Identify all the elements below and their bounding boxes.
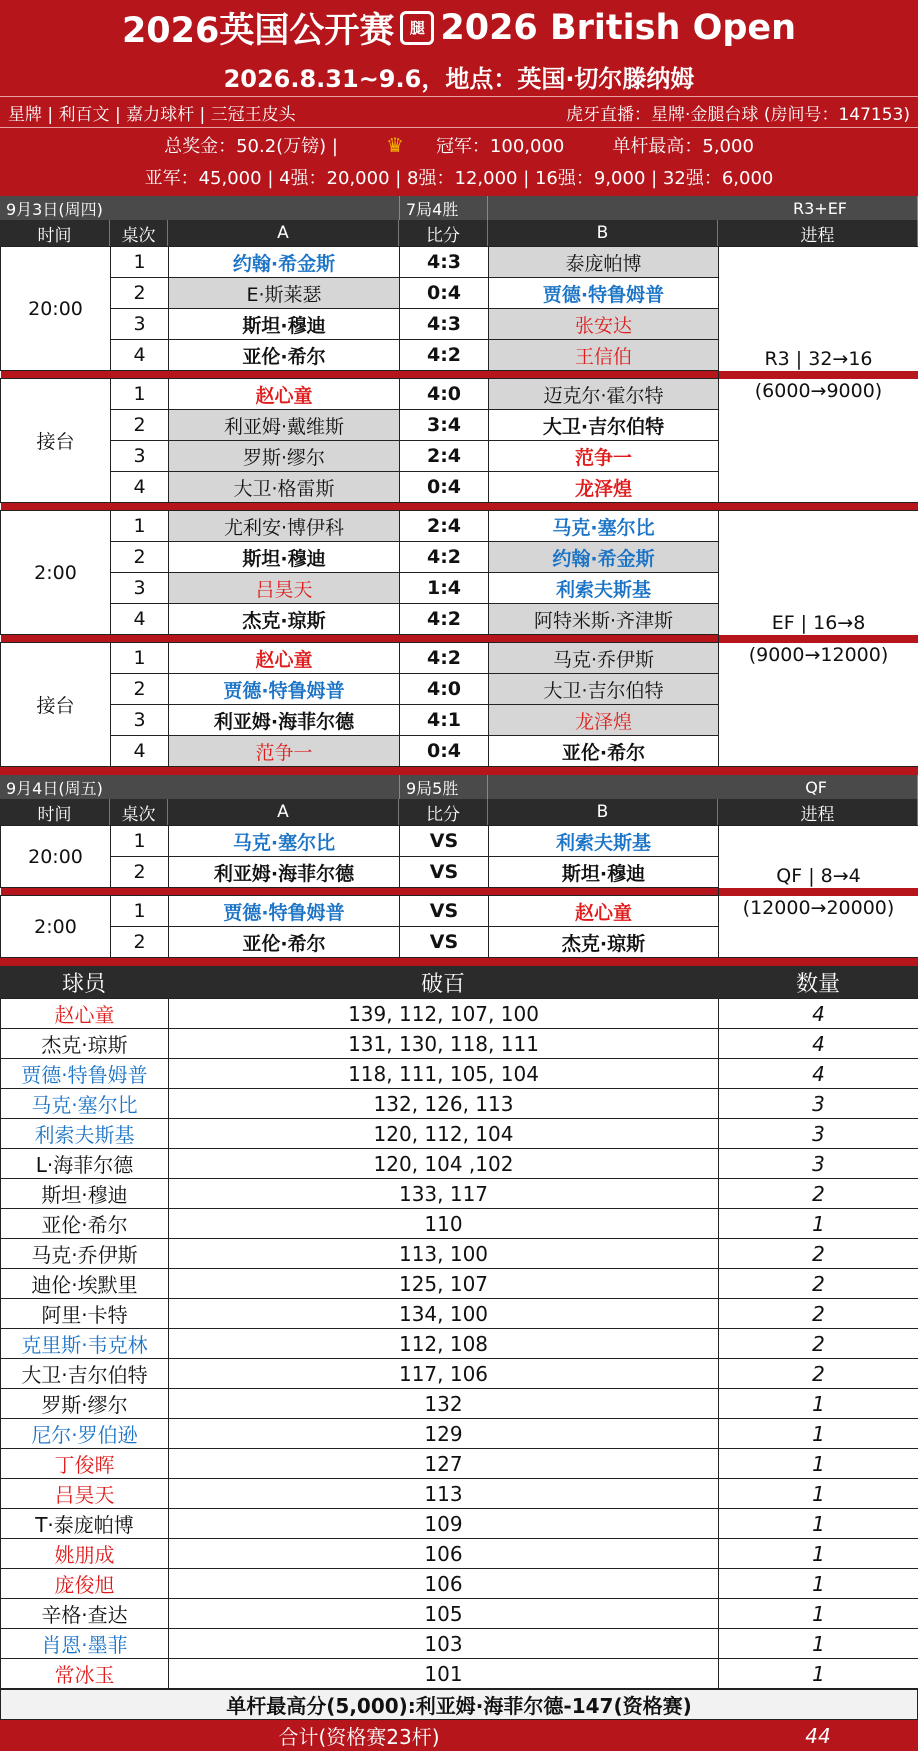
- player-b: 贾德·特鲁姆普: [489, 278, 719, 309]
- col-time: 时间: [0, 220, 110, 246]
- player-b: 阿特米斯·齐津斯: [489, 604, 719, 635]
- century-breaks: 117, 106: [169, 1359, 719, 1389]
- century-count: 1: [719, 1539, 918, 1569]
- player-a: 大卫·格雷斯: [169, 472, 400, 503]
- century-player: T·泰庞帕博: [1, 1509, 169, 1539]
- century-count: 2: [719, 1329, 918, 1359]
- century-breaks: 105: [169, 1599, 719, 1629]
- century-breaks: 113, 100: [169, 1239, 719, 1269]
- round-progress: [719, 826, 918, 958]
- table-number: 1: [111, 896, 169, 927]
- century-row: [1, 1209, 918, 1239]
- day-divider: [0, 767, 918, 775]
- century-breaks: 132, 126, 113: [169, 1089, 719, 1119]
- player-b: 杰克·琼斯: [489, 927, 719, 958]
- day-divider: [0, 958, 918, 966]
- century-row: [1, 1419, 918, 1449]
- progress-prize: (6000→9000): [754, 379, 883, 402]
- century-row: [1, 1479, 918, 1509]
- century-breaks: 112, 108: [169, 1329, 719, 1359]
- century-row: [1, 1269, 918, 1299]
- table-number: 2: [111, 857, 169, 888]
- century-row: [1, 1509, 918, 1539]
- col-table: 桌次: [110, 220, 168, 246]
- player-a: 范争一: [169, 736, 400, 767]
- century-row: [1, 1599, 918, 1629]
- century-breaks: 106: [169, 1539, 719, 1569]
- day2-schedule: [0, 775, 918, 958]
- century-count: 2: [719, 1299, 918, 1329]
- broadcast-info: 虎牙直播：星牌·金腿台球 (房间号：147153): [566, 104, 910, 125]
- century-player: 贾德·特鲁姆普: [1, 1059, 169, 1089]
- century-count: 1: [719, 1419, 918, 1449]
- match-score: 0:4: [400, 472, 489, 503]
- tournament-title: [0, 0, 918, 56]
- player-b: 约翰·希金斯: [489, 542, 719, 573]
- prize-champion-label: 冠军：100,000: [435, 136, 565, 157]
- century-player: 马克·塞尔比: [1, 1089, 169, 1119]
- col-count: 数量: [795, 971, 840, 997]
- century-row: [1, 1449, 918, 1479]
- century-count: 1: [719, 1599, 918, 1629]
- century-count: 3: [719, 1089, 918, 1119]
- player-a: 贾德·特鲁姆普: [169, 674, 400, 705]
- player-a: 斯坦·穆迪: [169, 309, 400, 340]
- century-player: L·海菲尔德: [1, 1149, 169, 1179]
- player-a: 尤利安·博伊科: [169, 511, 400, 542]
- day2-table: [0, 825, 918, 958]
- century-row: [1, 1119, 918, 1149]
- century-breaks: 110: [169, 1209, 719, 1239]
- century-row: [1, 1659, 918, 1689]
- century-count: 1: [719, 1509, 918, 1539]
- player-a: 利亚姆·戴维斯: [169, 410, 400, 441]
- century-count: 2: [719, 1359, 918, 1389]
- table-number: 2: [111, 542, 169, 573]
- century-player: 杰克·琼斯: [1, 1029, 169, 1059]
- table-number: 3: [111, 573, 169, 604]
- century-total-row: [0, 1720, 918, 1751]
- player-b: 龙泽煌: [489, 705, 719, 736]
- century-row: [1, 1059, 918, 1089]
- match-score: 4:3: [400, 309, 489, 340]
- match-score: 4:2: [400, 542, 489, 573]
- col-b: B: [488, 799, 718, 825]
- century-count: 1: [719, 1569, 918, 1599]
- match-score: 2:4: [400, 441, 489, 472]
- match-score: 4:0: [400, 379, 489, 410]
- player-b: 泰庞帕博: [489, 247, 719, 278]
- century-table: [0, 998, 918, 1689]
- player-b: 利索夫斯基: [489, 573, 719, 604]
- player-a: 亚伦·希尔: [169, 340, 400, 371]
- col-b: B: [488, 220, 718, 246]
- century-row: [1, 1149, 918, 1179]
- player-b: 马克·塞尔比: [489, 511, 719, 542]
- day1-band: [0, 196, 918, 220]
- century-row: [1, 1389, 918, 1419]
- player-a: 利亚姆·海菲尔德: [169, 857, 400, 888]
- century-count: 1: [719, 1629, 918, 1659]
- match-score: VS: [400, 927, 489, 958]
- century-player: 姚朋成: [1, 1539, 169, 1569]
- match-score: 4:2: [400, 340, 489, 371]
- century-count: 3: [719, 1119, 918, 1149]
- round-progress: [719, 511, 918, 767]
- century-count: 1: [719, 1389, 918, 1419]
- progress-round: R3 | 32→16: [764, 347, 873, 370]
- match-score: 4:0: [400, 674, 489, 705]
- table-number: 4: [111, 736, 169, 767]
- player-b: 龙泽煌: [489, 472, 719, 503]
- century-breaks: 101: [169, 1659, 719, 1689]
- col-time: 时间: [0, 799, 110, 825]
- century-player: 肖恩·墨菲: [1, 1629, 169, 1659]
- col-score: 比分: [399, 220, 488, 246]
- col-breaks: 破百: [420, 971, 465, 997]
- session-separator: [1, 503, 918, 511]
- day1-table: [0, 246, 918, 767]
- sponsors: 星牌 | 利百文 | 嘉力球杆 | 三冠王皮头: [8, 104, 296, 125]
- session-time: 20:00: [1, 247, 111, 371]
- player-a: 斯坦·穆迪: [169, 542, 400, 573]
- session-time: 接台: [1, 379, 111, 503]
- century-breaks: 109: [169, 1509, 719, 1539]
- century-total: 44: [805, 1723, 831, 1748]
- century-count: 2: [719, 1269, 918, 1299]
- progress-prize: (12000→20000): [742, 896, 895, 919]
- col-score: 比分: [399, 799, 488, 825]
- match-row: [1, 826, 918, 857]
- player-a: 马克·塞尔比: [169, 826, 400, 857]
- match-score: 4:1: [400, 705, 489, 736]
- progress-prize: (9000→12000): [748, 643, 889, 666]
- century-header: [0, 966, 918, 998]
- match-row: [1, 247, 918, 278]
- century-count: 1: [719, 1659, 918, 1689]
- match-score: VS: [400, 826, 489, 857]
- player-a: E·斯莱瑟: [169, 278, 400, 309]
- century-player: 利索夫斯基: [1, 1119, 169, 1149]
- player-a: 亚伦·希尔: [169, 927, 400, 958]
- player-a: 贾德·特鲁姆普: [169, 896, 400, 927]
- col-progress: 进程: [718, 220, 918, 246]
- col-a: A: [168, 220, 399, 246]
- prize-others: 亚军：45,000 | 4强：20,000 | 8强：12,000 | 16强：9,000 | 32强：6,000: [144, 168, 774, 189]
- col-progress: 进程: [718, 799, 918, 825]
- prize-row: [0, 128, 918, 162]
- table-number: 4: [111, 340, 169, 371]
- match-score: 4:2: [400, 643, 489, 674]
- match-score: 1:4: [400, 573, 489, 604]
- century-breaks: 129: [169, 1419, 719, 1449]
- progress-round: EF | 16→8: [771, 611, 866, 634]
- match-score: 0:4: [400, 278, 489, 309]
- table-number: 2: [111, 278, 169, 309]
- player-a: 利亚姆·海菲尔德: [169, 705, 400, 736]
- century-row: [1, 1359, 918, 1389]
- century-row: [1, 1179, 918, 1209]
- session-time: 20:00: [1, 826, 111, 888]
- header: [0, 0, 918, 196]
- century-breaks: 131, 130, 118, 111: [169, 1029, 719, 1059]
- table-number: 1: [111, 826, 169, 857]
- table-number: 2: [111, 674, 169, 705]
- century-row: [1, 1569, 918, 1599]
- century-player: 罗斯·缪尔: [1, 1389, 169, 1419]
- player-b: 大卫·吉尔伯特: [489, 674, 719, 705]
- century-count: 1: [719, 1209, 918, 1239]
- century-breaks: 103: [169, 1629, 719, 1659]
- day1-stage: R3+EF: [488, 196, 918, 220]
- century-row: [1, 1539, 918, 1569]
- player-b: 范争一: [489, 441, 719, 472]
- century-breaks: 127: [169, 1449, 719, 1479]
- century-count: 4: [719, 1059, 918, 1089]
- century-player: 迪伦·埃默里: [1, 1269, 169, 1299]
- day1-column-header: [0, 220, 918, 246]
- century-count: 1: [719, 1479, 918, 1509]
- table-number: 1: [111, 379, 169, 410]
- col-a: A: [168, 799, 399, 825]
- table-number: 1: [111, 247, 169, 278]
- century-breaks: 113: [169, 1479, 719, 1509]
- date-venue: 2026.8.31~9.6，地点：英国·切尔滕纳姆: [223, 64, 695, 93]
- century-player: 亚伦·希尔: [1, 1209, 169, 1239]
- player-b: 亚伦·希尔: [489, 736, 719, 767]
- century-player: 常冰玉: [1, 1659, 169, 1689]
- title-chinese: 2026英国公开赛: [121, 11, 395, 51]
- table-number: 1: [111, 643, 169, 674]
- century-player: 赵心童: [1, 999, 169, 1029]
- sponsor-row: [0, 96, 918, 128]
- century-player: 马克·乔伊斯: [1, 1239, 169, 1269]
- day1-date: 9月3日(周四): [0, 196, 400, 220]
- table-number: 4: [111, 604, 169, 635]
- century-breaks: 133, 117: [169, 1179, 719, 1209]
- table-number: 2: [111, 410, 169, 441]
- player-b: 利索夫斯基: [489, 826, 719, 857]
- century-breaks: 139, 112, 107, 100: [169, 999, 719, 1029]
- player-b: 马克·乔伊斯: [489, 643, 719, 674]
- century-breaks: 120, 104 ,102: [169, 1149, 719, 1179]
- player-a: 罗斯·缪尔: [169, 441, 400, 472]
- player-b: 赵心童: [489, 896, 719, 927]
- table-number: 3: [111, 309, 169, 340]
- match-score: 4:2: [400, 604, 489, 635]
- century-player: 阿里·卡特: [1, 1299, 169, 1329]
- century-player: 辛格·查达: [1, 1599, 169, 1629]
- century-count: 4: [719, 999, 918, 1029]
- brand-logo-icon: 腿: [400, 11, 434, 45]
- day2-band: [0, 775, 918, 799]
- century-breaks: 118, 111, 105, 104: [169, 1059, 719, 1089]
- century-count: 4: [719, 1029, 918, 1059]
- crown-icon: ♛: [386, 133, 404, 157]
- century-count: 1: [719, 1449, 918, 1479]
- century-row: [1, 999, 918, 1029]
- title-english: 2026 British Open: [440, 8, 797, 48]
- highest-break: 单杆最高分(5,000):利亚姆·海菲尔德-147(资格赛): [0, 1689, 918, 1720]
- century-breaks: 120, 112, 104: [169, 1119, 719, 1149]
- century-total-label: 合计(资格赛23杆): [278, 1725, 440, 1749]
- prize-champion: [370, 132, 580, 158]
- match-row: [1, 511, 918, 542]
- century-breaks: 132: [169, 1389, 719, 1419]
- century-row: [1, 1299, 918, 1329]
- player-b: 斯坦·穆迪: [489, 857, 719, 888]
- match-score: 0:4: [400, 736, 489, 767]
- century-player: 斯坦·穆迪: [1, 1179, 169, 1209]
- player-a: 吕昊天: [169, 573, 400, 604]
- separator-cell: [1, 503, 918, 511]
- prize-total: 总奖金：50.2(万镑) |: [164, 136, 338, 157]
- match-score: VS: [400, 857, 489, 888]
- player-b: 张安达: [489, 309, 719, 340]
- match-score: 3:4: [400, 410, 489, 441]
- table-number: 2: [111, 927, 169, 958]
- day1-rule: 7局4胜: [400, 196, 488, 220]
- century-row: [1, 1029, 918, 1059]
- century-count: 2: [719, 1179, 918, 1209]
- century-row: [1, 1629, 918, 1659]
- century-row: [1, 1239, 918, 1269]
- table-number: 4: [111, 472, 169, 503]
- player-a: 约翰·希金斯: [169, 247, 400, 278]
- day2-date: 9月4日(周五): [0, 775, 400, 799]
- century-breaks: 106: [169, 1569, 719, 1599]
- century-count: 3: [719, 1149, 918, 1179]
- match-score: 4:3: [400, 247, 489, 278]
- player-b: 大卫·吉尔伯特: [489, 410, 719, 441]
- century-player: 庞俊旭: [1, 1569, 169, 1599]
- century-breaks: 125, 107: [169, 1269, 719, 1299]
- table-number: 3: [111, 441, 169, 472]
- table-number: 3: [111, 705, 169, 736]
- progress-round: QF | 8→4: [776, 864, 861, 887]
- col-player: 球员: [61, 971, 106, 997]
- player-a: 杰克·琼斯: [169, 604, 400, 635]
- table-number: 1: [111, 511, 169, 542]
- century-row: [1, 1329, 918, 1359]
- day2-column-header: [0, 799, 918, 825]
- century-player: 丁俊晖: [1, 1449, 169, 1479]
- col-table: 桌次: [110, 799, 168, 825]
- player-a: 赵心童: [169, 379, 400, 410]
- century-row: [1, 1089, 918, 1119]
- match-score: 2:4: [400, 511, 489, 542]
- session-time: 接台: [1, 643, 111, 767]
- day2-rule: 9局5胜: [400, 775, 488, 799]
- match-score: VS: [400, 896, 489, 927]
- century-player: 尼尔·罗伯逊: [1, 1419, 169, 1449]
- century-player: 吕昊天: [1, 1479, 169, 1509]
- day1-schedule: [0, 196, 918, 767]
- session-time: 2:00: [1, 896, 111, 958]
- century-count: 2: [719, 1239, 918, 1269]
- player-b: 迈克尔·霍尔特: [489, 379, 719, 410]
- session-time: 2:00: [1, 511, 111, 635]
- player-b: 王信伯: [489, 340, 719, 371]
- century-player: 克里斯·韦克林: [1, 1329, 169, 1359]
- century-breaks: 134, 100: [169, 1299, 719, 1329]
- player-a: 赵心童: [169, 643, 400, 674]
- century-player: 大卫·吉尔伯特: [1, 1359, 169, 1389]
- prize-high-break: 单杆最高：5,000: [612, 136, 754, 157]
- day2-stage: QF: [488, 775, 918, 799]
